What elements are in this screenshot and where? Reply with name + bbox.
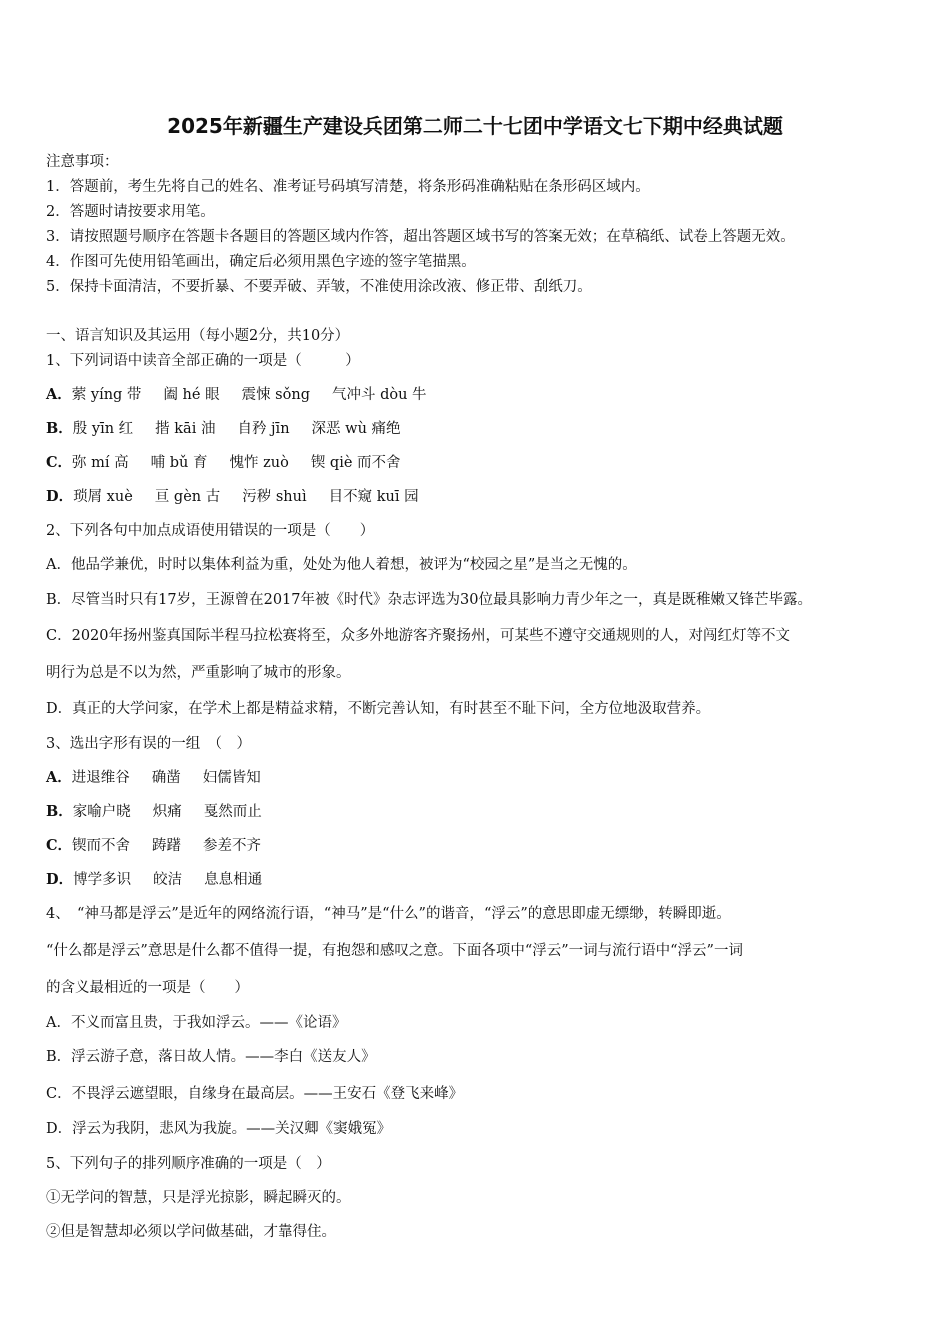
question-5-item-2: ②但是智慧却必须以学问做基础，才靠得住。 [46, 1224, 336, 1240]
question-3-option-d: D．博学多识 皎洁 息息相通 [46, 871, 263, 888]
question-2-option-c-cont: 明行为总是不以为然，严重影响了城市的形象。 [46, 665, 351, 681]
notice-item: 3．请按照题号顺序在答题卡各题目的答题区域内作答，超出答题区域书写的答案无效；在草稿纸、试卷上答题无效。 [46, 229, 795, 245]
question-2-option-b: B．尽管当时只有17岁，王源曾在2017年被《时代》杂志评选为30位最具影响力青少年之一，真是既稚嫩又锋芒毕露。 [46, 592, 812, 608]
question-4-stem: 4、 “神马都是浮云”是近年的网络流行语，“神马”是“什么”的谐音，“浮云”的意思即虚无缥缈，转瞬即逝。 [46, 906, 731, 922]
question-1-option-d: D．琐屑 xuè 亘 gèn 古 污秽 shuì 目不窥 kuī 园 [46, 488, 419, 505]
question-4-stem-cont: “什么都是浮云”意思是什么都不值得一提，有抱怨和感叹之意。下面各项中“浮云”一词与流行语中“浮云”一词 [46, 943, 743, 959]
question-5-item-1: ①无学问的智慧，只是浮光掠影，瞬起瞬灭的。 [46, 1190, 351, 1206]
question-4-stem-end: 的含义最相近的一项是（ ） [46, 980, 249, 996]
notice-item: 1．答题前，考生先将自己的姓名、准考证号码填写清楚，将条形码准确粘贴在条形码区域内。 [46, 179, 650, 195]
question-3-option-a: A．进退维谷 确凿 妇儒皆知 [46, 769, 261, 786]
question-1-option-c: C．弥 mí 高 哺 bǔ 育 愧怍 zuò 锲 qiè 而不舍 [46, 454, 401, 471]
notice-heading: 注意事项： [46, 154, 119, 170]
question-4-option-d: D．浮云为我阴，悲风为我旋。——关汉卿《窦娥冤》 [46, 1121, 392, 1137]
question-1-option-b: B．殷 yīn 红 揩 kāi 油 自矜 jīn 深恶 wù 痛绝 [46, 420, 401, 437]
notice-item: 4．作图可先使用铅笔画出，确定后必须用黑色字迹的签字笔描黑。 [46, 254, 476, 270]
question-4-option-b: B．浮云游子意，落日故人情。——李白《送友人》 [46, 1049, 376, 1065]
question-2-option-a: A．他品学兼优，时时以集体利益为重，处处为他人着想，被评为“校园之星”是当之无愧的。 [46, 557, 637, 573]
question-5-stem: 5、下列句子的排列顺序准确的一项是（ ） [46, 1156, 331, 1172]
question-4-option-c: C．不畏浮云遮望眼，自缘身在最高层。——王安石《登飞来峰》 [46, 1086, 464, 1102]
question-2-option-d: D．真正的大学问家，在学术上都是精益求精，不断完善认知，有时甚至不耻下问，全方位地汲取营养。 [46, 701, 711, 717]
question-4-option-a: A．不义而富且贵，于我如浮云。——《论语》 [46, 1015, 347, 1031]
notice-item: 2．答题时请按要求用笔。 [46, 204, 215, 220]
question-2-option-c: C．2020年扬州鉴真国际半程马拉松赛将至，众多外地游客齐聚扬州，可某些不遵守交通规则的人，对闯红灯等不文 [46, 628, 790, 644]
question-1-option-a: A．萦 yíng 带 阖 hé 眼 震悚 sǒng 气冲斗 dòu 牛 [46, 386, 427, 403]
question-2-stem: 2、下列各句中加点成语使用错误的一项是（ ） [46, 523, 375, 539]
question-3-stem: 3、选出字形有误的一组 （ ） [46, 736, 251, 752]
question-3-option-c: C．锲而不舍 踌躇 参差不齐 [46, 837, 262, 854]
question-1-stem: 1、下列词语中读音全部正确的一项是（ ） [46, 353, 360, 369]
section-heading: 一、语言知识及其运用（每小题2分，共10分） [46, 328, 350, 344]
notice-item: 5．保持卡面清洁，不要折暴、不要弄破、弄皱，不准使用涂改液、修正带、刮纸刀。 [46, 279, 592, 295]
question-3-option-b: B．家喻户晓 炽痛 戛然而止 [46, 803, 262, 820]
page-title: 2025年新疆生产建设兵团第二师二十七团中学语文七下期中经典试题 [167, 114, 783, 138]
